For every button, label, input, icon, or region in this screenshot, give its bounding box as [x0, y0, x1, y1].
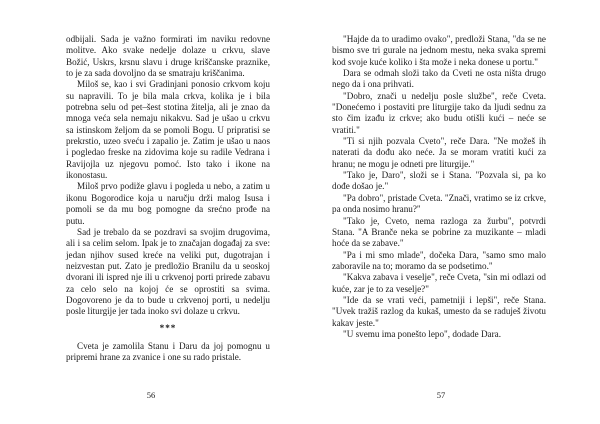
- left-page-text: [66, 34, 270, 364]
- section-break: ***: [159, 322, 177, 333]
- paragraph: "Hajde da to uradimo ovako", predloži Stana, "da se ne bismo sve tri gurale na jednom mestu, neka svaka spremi kod svoje kuće koliko i šta može i neka donese u portu.": [332, 34, 546, 67]
- page-number: 56: [146, 390, 156, 400]
- paragraph: "Dobro, znači u nedelju posle službe", reče Cveta. "Donećemo i postaviti pre liturgije tako da ljudi sednu za sto čim izađu iz crkve; ako budu otišli kući – neće se vratiti.": [332, 90, 546, 135]
- paragraph: "Ti si njih pozvala Cveto", reče Dara. "Ne možeš ih naterati da dođu ako neće. Ja se moram vratiti kući za hranu; ne mogu je odneti pre liturgije.": [332, 136, 546, 169]
- paragraph: "Tako je, Cveto, nema razloga za žurbu", potvrdi Stana. "A Branče neka se pobrine za muzikante – mladi hoće da se zabave.": [332, 215, 546, 249]
- paragraph: "Ide da se vrati veći, pametniji i lepši", reče Stana. "Uvek tražiš razlog da kukaš, umesto da se raduješ životu kakav jeste.": [332, 294, 546, 328]
- paragraph: Miloš prvo podiže glavu i pogleda u nebo, a zatim u ikonu Bogorodice koja u naručju drži malog Isusa i pomoli se da mu bog pomogne da srećno prođe na putu.: [66, 181, 270, 226]
- paragraph: "U svemu ima ponešto lepo", dodade Dara.: [343, 328, 501, 339]
- paragraph: Cveta je zamolila Stanu i Daru da joj pomognu u pripremi hrane za zvanice i one su rado pristale.: [66, 340, 270, 363]
- paragraph: odbijali. Sada je važno formirati im naviku redovne molitve. Ako svake nedelje dolaze u crkvu, slave Božić, Uskrs, krsnu slavu i druge kriščanske praznike, to je za sada dovoljno da se smatraju kriščanima.: [66, 34, 270, 79]
- page-number: 57: [436, 390, 446, 400]
- right-page: [300, 0, 600, 424]
- paragraph: Sad je trebalo da se pozdravi sa svojim drugovima, ali i sa celim selom. Ipak je to značajan događaj za sve: jedan njihov sused kreće na veliki put, dugotrajan i neizvestan put. Zato je predložio Branilu da u seoskoj dvorani ili ispred nje ili u crkvenoj porti prirede zabavu za celo selo na kojoj će se oprostiti sa svima. Dogovoreno je da to bude u crkvenoj porti, u nedelju posle liturgije jer tada inoko svi dolaze u crkvu.: [66, 226, 270, 317]
- paragraph: Dara se odmah složi tako da Cveti ne osta ništa drugo nego da i ona prihvati.: [332, 68, 546, 90]
- paragraph: "Pa i mi smo mlade", dočeka Dara, "samo smo malo zaboravile na to; moramo da se podsetimo.": [332, 249, 546, 271]
- right-page-text: [332, 34, 546, 340]
- paragraph: "Tako je, Daro", složi se i Stana. "Pozvala si, pa ko dođe došao je.": [332, 170, 546, 192]
- paragraph: "Pa dobro", pristade Cveta. "Znači, vratimo se iz crkve, pa onda nosimo hranu?": [332, 192, 546, 215]
- paragraph: "Kakva zabava i veselje", reče Cveta, "sin mi odlazi od kuće, zar je to za veselje?": [332, 272, 546, 294]
- paragraph: Miloš se, kao i svi Gradinjani ponosio crkvom koju su napravili. To je bila mala crkva, kolika je i bila potrebna selu od pet–šest stotina žitelja, ali je znao da mnoga veća sela nemaju nikakvu. Sad je ušao u crkvu sa istinskom željom da se pomoli Bogu. U pripratisi se prekrstio, uzeo sveću i zapalio je. Zatim je ušao u naos i pogledao freske na zidovima koje su radile Vedrana i Ravijojla uz njegovu pomoć. Isto tako i ikone na ikonostasu.: [66, 79, 270, 181]
